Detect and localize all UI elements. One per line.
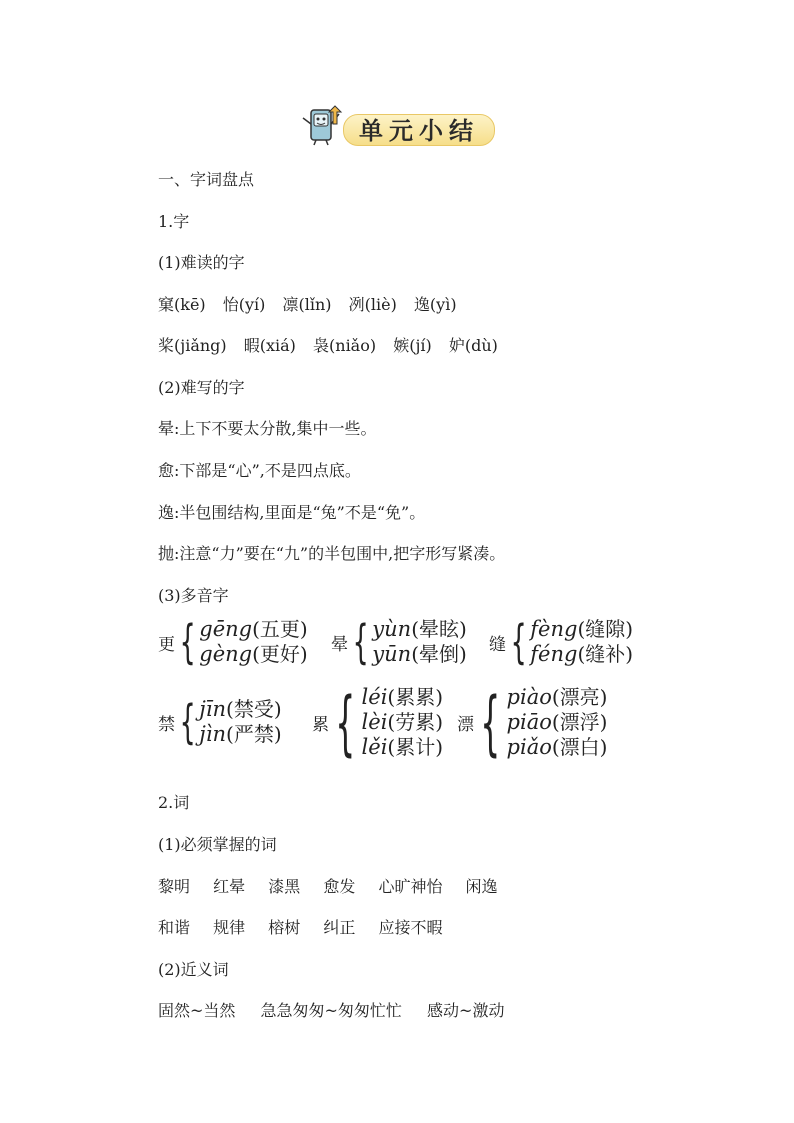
must-words-label: (1)必须掌握的词 <box>158 835 277 854</box>
polyphone-reading: fèng(缝隙) <box>530 617 634 641</box>
list-item: 漆黑 <box>268 877 301 896</box>
list-item: 凛(lǐn) <box>282 295 332 314</box>
synonyms-row <box>158 1001 504 1021</box>
list-item: 红晕 <box>213 877 246 896</box>
list-item: 黎明 <box>158 877 191 896</box>
polyphone-group-lei <box>312 681 444 764</box>
list-item: 规律 <box>213 918 246 937</box>
polyphone-reading: lěi(累计) <box>361 735 444 759</box>
list-item: 榕树 <box>268 918 301 937</box>
unit-summary-title <box>297 104 497 148</box>
polyphone-reading: piào(漂亮) <box>506 685 608 709</box>
list-item: 闲逸 <box>465 877 498 896</box>
polyphone-char: 累 <box>312 715 329 735</box>
hard-read-label: (1)难读的字 <box>158 253 245 272</box>
hard-write-item-4: 抛:注意“力”要在“九”的半包围中,把字形写紧凑。 <box>158 544 506 563</box>
polyphone-char: 漂 <box>457 715 474 735</box>
hard-write-item-3: 逸:半包围结构,里面是“兔”不是“免”。 <box>158 503 426 522</box>
polyphone-char: 更 <box>158 634 175 655</box>
mascot-icon <box>297 104 343 146</box>
synonyms-label: (2)近义词 <box>158 960 229 979</box>
polyphone-reading: jìn(严禁) <box>199 722 282 746</box>
polyphone-group-jin <box>158 697 282 747</box>
hard-write-item-2: 愈:下部是“心”,不是四点底。 <box>158 461 361 480</box>
brace-icon: { <box>480 681 501 764</box>
list-item: 暇(xiá) <box>243 336 296 355</box>
list-item: 和谐 <box>158 918 191 937</box>
list-item: 冽(liè) <box>348 295 397 314</box>
hard-read-row-1 <box>158 295 457 315</box>
list-item: 愈发 <box>323 877 356 896</box>
list-item: 妒(dù) <box>448 336 498 355</box>
polyphone-char: 缝 <box>489 634 506 655</box>
polyphone-reading: léi(累累) <box>361 685 444 709</box>
brace-icon: { <box>510 615 527 669</box>
section-heading-words: 一、字词盘点 <box>158 170 255 189</box>
polyphone-reading: piāo(漂浮) <box>506 710 608 734</box>
brace-icon: { <box>179 695 196 749</box>
subheading-words: 2.词 <box>158 793 190 812</box>
hard-write-item-1: 晕:上下不要太分散,集中一些。 <box>158 419 377 438</box>
list-item: 袅(niǎo) <box>313 336 377 355</box>
polyphone-group-feng <box>489 617 633 667</box>
polyphone-char: 禁 <box>158 714 175 735</box>
must-words-row-2 <box>158 918 442 938</box>
polyphone-reading: lèi(劳累) <box>361 710 444 734</box>
polyphone-reading: yùn(晕眩) <box>372 617 467 641</box>
polyphone-reading: gèng(更好) <box>199 642 308 666</box>
polyphone-reading: gēng(五更) <box>199 617 308 641</box>
list-item: 心旷神怡 <box>378 877 443 896</box>
list-item: 纠正 <box>323 918 356 937</box>
list-item: 嫉(jí) <box>393 336 432 355</box>
title-banner <box>343 114 495 146</box>
polyphone-group-piao <box>457 681 608 764</box>
hard-write-label: (2)难写的字 <box>158 378 245 397</box>
polyphone-group-yun <box>331 617 467 667</box>
polyphone-reading: yūn(晕倒) <box>372 642 467 666</box>
list-item: 感动~激动 <box>427 1001 505 1020</box>
list-item: 桨(jiǎng) <box>158 336 227 355</box>
brace-icon: { <box>179 615 196 669</box>
list-item: 怡(yí) <box>222 295 266 314</box>
polyphone-reading: jīn(禁受) <box>199 697 282 721</box>
hard-read-row-2 <box>158 336 498 356</box>
list-item: 应接不暇 <box>378 918 443 937</box>
must-words-row-1 <box>158 877 498 897</box>
list-item: 固然~当然 <box>158 1001 236 1020</box>
brace-icon: { <box>352 615 369 669</box>
polyphone-label: (3)多音字 <box>158 586 229 605</box>
brace-icon: { <box>335 681 356 764</box>
list-item: 急急匆匆~匆匆忙忙 <box>260 1001 402 1020</box>
subheading-characters: 1.字 <box>158 212 190 231</box>
polyphone-reading: piǎo(漂白) <box>506 735 608 759</box>
polyphone-reading: féng(缝补) <box>530 642 634 666</box>
list-item: 窠(kē) <box>158 295 206 314</box>
list-item: 逸(yì) <box>413 295 457 314</box>
page-title: 单元小结 <box>359 116 479 145</box>
polyphone-char: 晕 <box>331 634 348 655</box>
polyphone-group-geng <box>158 617 308 667</box>
